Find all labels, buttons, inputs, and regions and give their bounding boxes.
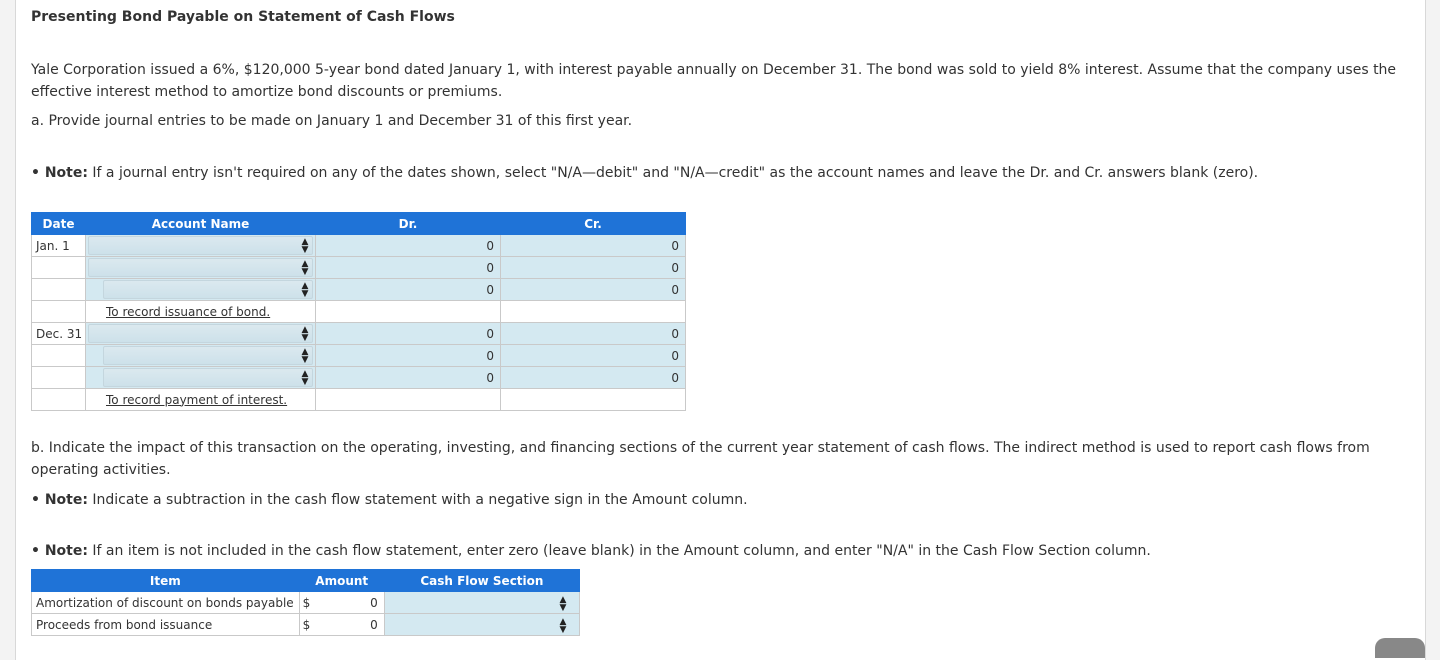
intro-text: Yale Corporation issued a 6%, $120,000 5-year bond dated January 1, with interest payable annually on December 31. The bond was sold to yield 8% interest. Assume that the company uses the effective interest method to amortize bond discounts or premiums. <box>31 62 1397 100</box>
empty-cell <box>316 389 501 411</box>
journal-header-row <box>32 213 686 235</box>
table-row <box>32 323 686 345</box>
account-select[interactable] <box>88 324 313 343</box>
item-cell: Amortization of discount on bonds payable <box>32 592 300 614</box>
dr-input[interactable]: 0 <box>316 323 501 345</box>
cr-input[interactable]: 0 <box>501 235 686 257</box>
empty-cell <box>316 301 501 323</box>
table-row <box>32 592 580 614</box>
updown-arrow-icon: ▲ ▼ <box>301 281 309 299</box>
cr-input[interactable]: 0 <box>501 345 686 367</box>
cr-input[interactable]: 0 <box>501 257 686 279</box>
account-cell <box>86 257 316 279</box>
date-cell <box>32 389 86 411</box>
dr-input[interactable]: 0 <box>316 279 501 301</box>
updown-arrow-icon: ▲ ▼ <box>301 347 309 365</box>
note-a-text: If a journal entry isn't required on any of the dates shown, select "N/A—debit" and "N/A—credit" as the account names and leave the Dr. and Cr. answers blank (zero). <box>92 165 1259 181</box>
table-row <box>32 345 686 367</box>
account-select[interactable] <box>103 346 313 365</box>
header-item: Item <box>32 570 300 592</box>
dr-input[interactable]: 0 <box>316 345 501 367</box>
amount-input[interactable]: 0 <box>325 592 385 614</box>
table-row <box>32 389 686 411</box>
section-select[interactable] <box>384 614 579 636</box>
note-label: • Note: <box>31 165 88 181</box>
note-b2-text: If an item is not included in the cash flow statement, enter zero (leave blank) in the Amount column, and enter "N/A" in the Cash Flow Section column. <box>92 543 1151 559</box>
note-a <box>31 162 1258 184</box>
table-row <box>32 279 686 301</box>
note-b1-text: Indicate a subtraction in the cash flow statement with a negative sign in the Amount column. <box>92 492 748 508</box>
updown-arrow-icon: ▲ ▼ <box>559 617 567 635</box>
updown-arrow-icon: ▲ ▼ <box>301 237 309 255</box>
table-row <box>32 257 686 279</box>
date-cell <box>32 345 86 367</box>
dr-input[interactable]: 0 <box>316 235 501 257</box>
date-cell: Jan. 1 <box>32 235 86 257</box>
header-dr: Dr. <box>316 213 501 235</box>
memo-text: To record payment of interest. <box>86 389 316 411</box>
part-b-text: b. Indicate the impact of this transaction on the operating, investing, and financing sections of the current year statement of cash flows. The indirect method is used to report cash flows from operating activities. <box>31 440 1370 478</box>
account-select[interactable] <box>88 258 313 277</box>
section-select[interactable] <box>384 592 579 614</box>
memo-text: To record issuance of bond. <box>86 301 316 323</box>
dr-input[interactable]: 0 <box>316 257 501 279</box>
header-cr: Cr. <box>501 213 686 235</box>
note-label: • Note: <box>31 492 88 508</box>
amount-input[interactable]: 0 <box>325 614 385 636</box>
cr-input[interactable]: 0 <box>501 279 686 301</box>
updown-arrow-icon: ▲ ▼ <box>301 369 309 387</box>
account-cell <box>86 235 316 257</box>
cr-input[interactable]: 0 <box>501 323 686 345</box>
currency-symbol: $ <box>299 592 324 614</box>
item-cell: Proceeds from bond issuance <box>32 614 300 636</box>
note-b2 <box>31 540 1151 562</box>
part-a-text: a. Provide journal entries to be made on January 1 and December 31 of this first year. <box>31 113 633 129</box>
updown-arrow-icon: ▲ ▼ <box>301 325 309 343</box>
account-cell <box>86 323 316 345</box>
date-cell: Dec. 31 <box>32 323 86 345</box>
journal-table <box>31 212 686 411</box>
account-cell <box>86 367 316 389</box>
empty-cell <box>501 301 686 323</box>
table-row <box>32 367 686 389</box>
header-date: Date <box>32 213 86 235</box>
note-b1 <box>31 489 748 511</box>
account-select[interactable] <box>88 236 313 255</box>
scroll-to-top-tab[interactable] <box>1375 638 1425 658</box>
cashflow-table <box>31 569 580 636</box>
account-select[interactable] <box>103 368 313 387</box>
account-select[interactable] <box>103 280 313 299</box>
table-row <box>32 235 686 257</box>
header-account: Account Name <box>86 213 316 235</box>
note-label: • Note: <box>31 543 88 559</box>
date-cell <box>32 257 86 279</box>
header-amount: Amount <box>299 570 384 592</box>
page-title: Presenting Bond Payable on Statement of Cash Flows <box>31 9 455 25</box>
date-cell <box>32 367 86 389</box>
date-cell <box>32 279 86 301</box>
updown-arrow-icon: ▲ ▼ <box>559 595 567 613</box>
account-cell <box>86 279 316 301</box>
currency-symbol: $ <box>299 614 324 636</box>
header-section: Cash Flow Section <box>384 570 579 592</box>
updown-arrow-icon: ▲ ▼ <box>301 259 309 277</box>
date-cell <box>32 301 86 323</box>
cr-input[interactable]: 0 <box>501 367 686 389</box>
table-row <box>32 614 580 636</box>
empty-cell <box>501 389 686 411</box>
dr-input[interactable]: 0 <box>316 367 501 389</box>
account-cell <box>86 345 316 367</box>
table-row <box>32 301 686 323</box>
cashflow-header-row <box>32 570 580 592</box>
